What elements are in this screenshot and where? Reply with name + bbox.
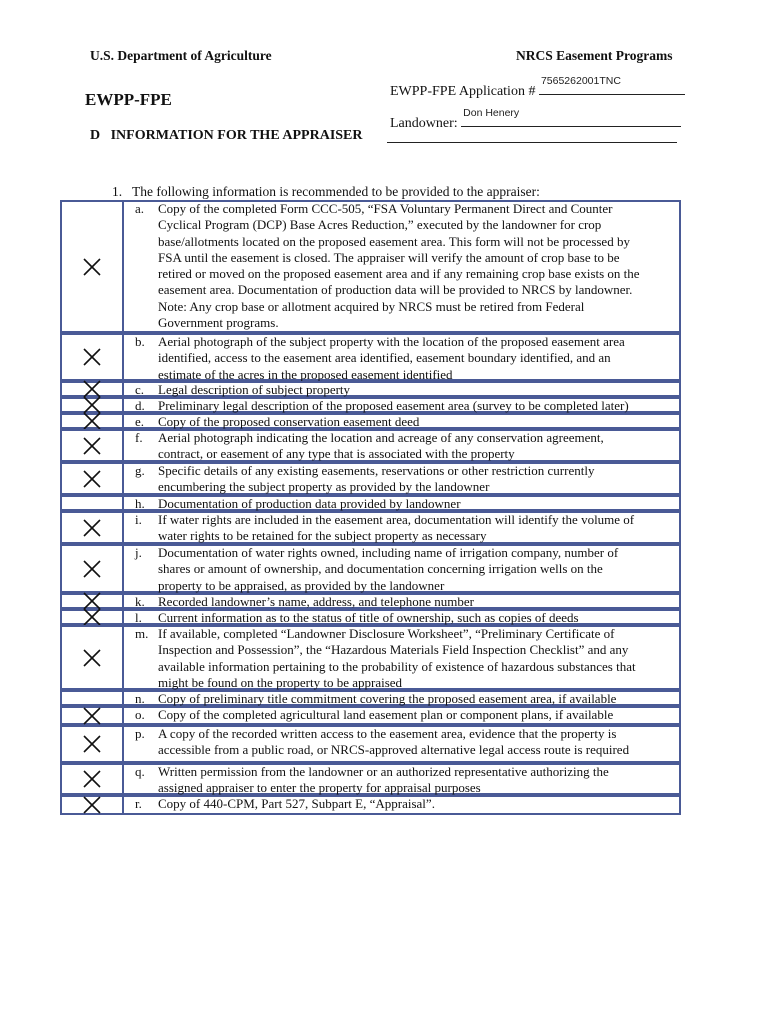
x-mark-icon — [82, 436, 102, 456]
checkbox[interactable] — [60, 763, 124, 795]
application-input[interactable] — [539, 75, 685, 95]
item-letter: k. — [135, 594, 145, 609]
landowner-label: Landowner: — [390, 116, 458, 131]
item-letter: r. — [135, 796, 142, 811]
item-letter: h. — [135, 496, 145, 511]
item-text: Preliminary legal description of the proposed easement area (survey to be completed later) — [158, 398, 629, 413]
x-mark-icon — [82, 706, 102, 726]
item-text: Copy of the completed Form CCC-505, “FSA Voluntary Permanent Direct and Counter Cyclical Program (DCP) Base Acres Reduction,” executed by the landowner for crop base/allotments located on the proposed easement area. This form will not be processed by FSA until the easement is closed. The appraiser will verify the amount of crop base to be retired or moved on the proposed easement area and if any remaining crop base exists on the easement area. Documentation of production data will be provided to NRCS by landowner. Note: Any crop base or allotment acquired by NRCS must be retired from Federal Government programs. — [158, 201, 640, 331]
item-text: Aerial photograph of the subject property with the location of the proposed easement area identified, access to the easement area identified, easement boundary identified, and an estimate of the acres in the proposed easement identified — [158, 334, 625, 382]
application-value: 7565262001TNC — [540, 75, 621, 87]
checkbox[interactable] — [60, 690, 124, 706]
landowner-value: Don Henery — [463, 107, 520, 119]
item-letter: l. — [135, 610, 142, 625]
landowner-field — [390, 107, 681, 132]
x-mark-icon — [82, 257, 102, 277]
item-text: Copy of 440-CPM, Part 527, Subpart E, “Appraisal”. — [158, 796, 435, 811]
checkbox[interactable] — [60, 544, 124, 593]
item-text: Copy of preliminary title commitment covering the proposed easement area, if available — [158, 691, 617, 706]
item-letter: f. — [135, 430, 143, 445]
item-letter: g. — [135, 463, 145, 478]
checkbox[interactable] — [60, 429, 124, 462]
item-letter: p. — [135, 726, 145, 741]
item-text: Copy of the completed agricultural land easement plan or component plans, if available — [158, 707, 614, 722]
checkbox[interactable] — [60, 200, 124, 333]
intro-text: 1. The following information is recommended to be provided to the appraiser: — [112, 184, 540, 199]
checkbox[interactable] — [60, 725, 124, 763]
item-letter: o. — [135, 707, 145, 722]
application-label: EWPP-FPE Application # — [390, 84, 536, 99]
item-text: Documentation of water rights owned, including name of irrigation company, number of shares or amount of ownership, and documentation concerning irrigation wells on the property to be appraised, as provided by the landowner — [158, 545, 619, 593]
checkbox[interactable] — [60, 795, 124, 815]
x-mark-icon — [82, 648, 102, 668]
item-text: Specific details of any existing easements, reservations or other restriction currently encumbering the subject property as provided by the landowner — [158, 463, 595, 495]
item-text: If available, completed “Landowner Disclosure Worksheet”, “Preliminary Certificate of Inspection and Possession”, the “Hazardous Materials Field Inspection Checklist” and any available information pertaining to the probability of existence of hazardous substances that might be found on the property to be appraised — [158, 626, 636, 690]
checkbox[interactable] — [60, 495, 124, 511]
header-agency: U.S. Department of Agriculture — [90, 48, 272, 63]
item-letter: q. — [135, 764, 145, 779]
x-mark-icon — [82, 518, 102, 538]
item-text: Aerial photograph indicating the location and acreage of any conservation agreement, contract, or easement of any type that is associated with the property — [158, 430, 604, 462]
application-field — [390, 75, 685, 100]
item-text: Recorded landowner’s name, address, and telephone number — [158, 594, 474, 609]
item-letter: m. — [135, 626, 149, 641]
item-letter: d. — [135, 398, 145, 413]
x-mark-icon — [82, 607, 102, 627]
form-title: EWPP-FPE — [85, 90, 172, 109]
checkbox[interactable] — [60, 625, 124, 690]
item-text: Legal description of subject property — [158, 382, 351, 397]
item-text: Written permission from the landowner or an authorized representative authorizing the assigned appraiser to enter the property for appraisal purposes — [158, 764, 609, 796]
x-mark-icon — [82, 559, 102, 579]
x-mark-icon — [82, 769, 102, 789]
item-text: Copy of the proposed conservation easement deed — [158, 414, 420, 429]
item-text: Documentation of production data provided by landowner — [158, 496, 461, 511]
item-letter: n. — [135, 691, 145, 706]
x-mark-icon — [82, 795, 102, 815]
item-text: A copy of the recorded written access to the easement area, evidence that the property is accessible from a public road, or NRCS-approved alternative legal access route is required — [158, 726, 630, 758]
x-mark-icon — [82, 734, 102, 754]
item-letter: b. — [135, 334, 145, 349]
item-letter: c. — [135, 382, 145, 397]
checkbox[interactable] — [60, 462, 124, 495]
checkbox[interactable] — [60, 609, 124, 625]
item-letter: e. — [135, 414, 145, 429]
checkbox[interactable] — [60, 706, 124, 725]
item-letter: i. — [135, 512, 142, 527]
x-mark-icon — [82, 411, 102, 431]
blank-line — [387, 142, 677, 143]
item-letter: a. — [135, 201, 145, 216]
checkbox[interactable] — [60, 413, 124, 429]
landowner-input[interactable] — [461, 107, 681, 127]
x-mark-icon — [82, 469, 102, 489]
checkbox[interactable] — [60, 333, 124, 381]
item-letter: j. — [135, 545, 142, 560]
item-text: Current information as to the status of title of ownership, such as copies of deeds — [158, 610, 579, 625]
header-program: NRCS Easement Programs — [516, 48, 673, 63]
section-title: D INFORMATION FOR THE APPRAISER — [90, 128, 363, 143]
item-text: If water rights are included in the easement area, documentation will identify the volume of water rights to be retained for the subject property as necessary — [158, 512, 635, 544]
x-mark-icon — [82, 347, 102, 367]
checkbox[interactable] — [60, 511, 124, 544]
